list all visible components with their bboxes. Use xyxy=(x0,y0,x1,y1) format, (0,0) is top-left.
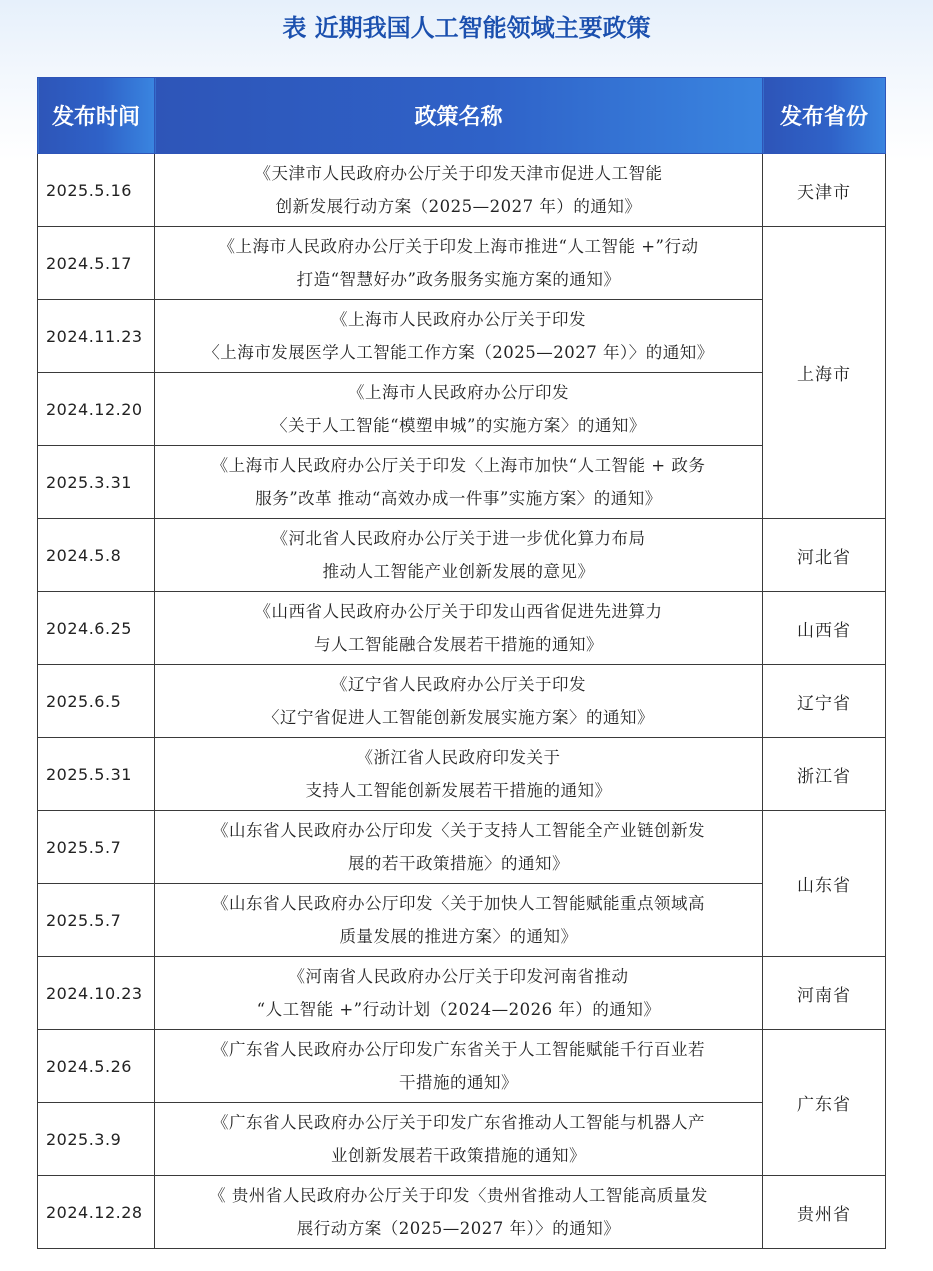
policy-name xyxy=(155,957,763,1030)
policy-name xyxy=(155,519,763,592)
table-row xyxy=(38,1176,886,1249)
policy-name-line: 《山东省人民政府办公厅印发〈关于加快人工智能赋能重点领域高 xyxy=(212,894,705,913)
province: 贵州省 xyxy=(763,1176,886,1249)
table-row xyxy=(38,884,886,957)
policy-name-line: 《上海市人民政府办公厅关于印发〈上海市加快“人工智能 + 政务 xyxy=(211,456,706,475)
table-row xyxy=(38,446,886,519)
policy-table xyxy=(37,77,886,1249)
publish-date: 2024.5.17 xyxy=(38,227,155,300)
publish-date: 2024.5.8 xyxy=(38,519,155,592)
province: 山西省 xyxy=(763,592,886,665)
policy-name-line: 《广东省人民政府办公厅关于印发广东省推动人工智能与机器人产 xyxy=(212,1113,705,1132)
publish-date: 2024.12.20 xyxy=(38,373,155,446)
publish-date: 2024.10.23 xyxy=(38,957,155,1030)
table-row xyxy=(38,665,886,738)
table-row xyxy=(38,738,886,811)
page-title: 表 近期我国人工智能领域主要政策 xyxy=(282,14,651,42)
table-row xyxy=(38,957,886,1030)
policy-name xyxy=(155,227,763,300)
policy-name xyxy=(155,665,763,738)
province: 天津市 xyxy=(763,154,886,227)
policy-name-line: 业创新发展若干政策措施的通知》 xyxy=(331,1146,586,1165)
province: 河南省 xyxy=(763,957,886,1030)
policy-name-line: 质量发展的推进方案〉的通知》 xyxy=(339,927,578,946)
policy-name-line: 推动人工智能产业创新发展的意见》 xyxy=(322,562,595,581)
table-row xyxy=(38,300,886,373)
table-row xyxy=(38,227,886,300)
header-policy-name: 政策名称 xyxy=(155,78,763,154)
table-row xyxy=(38,373,886,446)
table-row xyxy=(38,1030,886,1103)
policy-name-line: 《上海市人民政府办公厅关于印发上海市推进“人工智能 +”行动 xyxy=(218,237,699,256)
publish-date: 2025.5.31 xyxy=(38,738,155,811)
publish-date: 2025.3.9 xyxy=(38,1103,155,1176)
policy-name xyxy=(155,1103,763,1176)
province: 广东省 xyxy=(763,1030,886,1176)
header-province: 发布省份 xyxy=(763,78,886,154)
policy-name-line: 〈关于人工智能“模塑申城”的实施方案〉的通知》 xyxy=(271,416,646,435)
policy-name-line: 〈辽宁省促进人工智能创新发展实施方案〉的通知》 xyxy=(263,708,654,727)
table-row xyxy=(38,154,886,227)
publish-date: 2024.12.28 xyxy=(38,1176,155,1249)
policy-name-line: 展的若干政策措施〉的通知》 xyxy=(348,854,569,873)
policy-name-line: 《河南省人民政府办公厅关于印发河南省推动 xyxy=(288,967,629,986)
policy-name-line: 《浙江省人民政府印发关于 xyxy=(356,748,561,767)
province: 河北省 xyxy=(763,519,886,592)
policy-name-line: 打造“智慧好办”政务服务实施方案的通知》 xyxy=(296,270,621,289)
province: 山东省 xyxy=(763,811,886,957)
policy-name-line: 《山东省人民政府办公厅印发〈关于支持人工智能全产业链创新发 xyxy=(212,821,705,840)
table-row xyxy=(38,811,886,884)
policy-name-line: “人工智能 +”行动计划（2024—2026 年）的通知》 xyxy=(256,1000,661,1019)
table-row xyxy=(38,519,886,592)
policy-name-line: 支持人工智能创新发展若干措施的通知》 xyxy=(305,781,612,800)
policy-name xyxy=(155,446,763,519)
policy-name-line: 《天津市人民政府办公厅关于印发天津市促进人工智能 xyxy=(254,164,663,183)
policy-name xyxy=(155,1030,763,1103)
policy-name-line: 《上海市人民政府办公厅印发 xyxy=(348,383,569,402)
publish-date: 2025.6.5 xyxy=(38,665,155,738)
policy-name-line: 创新发展行动方案（2025—2027 年）的通知》 xyxy=(275,197,642,216)
policy-name-line: 《河北省人民政府办公厅关于进一步优化算力布局 xyxy=(271,529,646,548)
publish-date: 2025.5.16 xyxy=(38,154,155,227)
policy-name-line: 与人工智能融合发展若干措施的通知》 xyxy=(314,635,603,654)
publish-date: 2025.3.31 xyxy=(38,446,155,519)
table-row xyxy=(38,592,886,665)
policy-name-line: 《上海市人民政府办公厅关于印发 xyxy=(331,310,586,329)
policy-name-line: 展行动方案（2025—2027 年）〉的通知》 xyxy=(296,1219,621,1238)
policy-name xyxy=(155,592,763,665)
publish-date: 2025.5.7 xyxy=(38,811,155,884)
header-date: 发布时间 xyxy=(38,78,155,154)
table-header-row xyxy=(38,78,886,154)
policy-name-line: 《山西省人民政府办公厅关于印发山西省促进先进算力 xyxy=(254,602,663,621)
policy-name-line: 服务”改革 推动“高效办成一件事”实施方案〉的通知》 xyxy=(255,489,662,508)
policy-name xyxy=(155,373,763,446)
policy-name-line: 干措施的通知》 xyxy=(399,1073,518,1092)
province: 上海市 xyxy=(763,227,886,519)
policy-name xyxy=(155,300,763,373)
policy-name xyxy=(155,154,763,227)
policy-name-line: 《广东省人民政府办公厅印发广东省关于人工智能赋能千行百业若 xyxy=(212,1040,705,1059)
policy-name xyxy=(155,1176,763,1249)
policy-name xyxy=(155,738,763,811)
policy-name-line: 《 贵州省人民政府办公厅关于印发〈贵州省推动人工智能高质量发 xyxy=(209,1186,708,1205)
policy-name-line: 〈上海市发展医学人工智能工作方案（2025—2027 年）〉的通知》 xyxy=(203,343,714,362)
publish-date: 2025.5.7 xyxy=(38,884,155,957)
policy-name xyxy=(155,884,763,957)
province: 浙江省 xyxy=(763,738,886,811)
publish-date: 2024.6.25 xyxy=(38,592,155,665)
publish-date: 2024.11.23 xyxy=(38,300,155,373)
policy-name-line: 《辽宁省人民政府办公厅关于印发 xyxy=(331,675,586,694)
table-row xyxy=(38,1103,886,1176)
policy-name xyxy=(155,811,763,884)
publish-date: 2024.5.26 xyxy=(38,1030,155,1103)
province: 辽宁省 xyxy=(763,665,886,738)
